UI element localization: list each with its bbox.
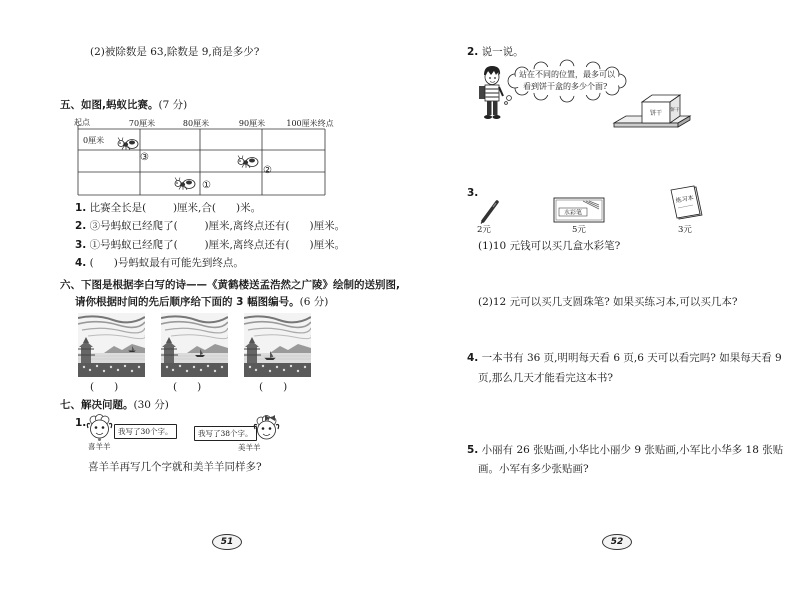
sheep-xiyangyang-icon — [86, 414, 113, 442]
exercise-book-label: 练习本 — [675, 194, 695, 205]
subquestion-2: (2)被除数是 63,除数是 9,商是多少? — [90, 46, 260, 58]
page-number-left: 51 — [212, 534, 242, 550]
question-text: ①号蚂蚁已经爬了( )厘米,离终点还有( )厘米。 — [89, 239, 346, 251]
section-6-score: (6 分) — [299, 296, 329, 308]
name-xiyangyang: 喜羊羊 — [88, 442, 111, 451]
question-text: 小丽有 26 张贴画,小华比小丽少 9 张贴画,小军比小华多 18 张贴 — [481, 444, 784, 456]
picture-blank-1: ( ) — [90, 381, 119, 393]
question-3-sub-2: (2)12 元可以买几支圆珠笔? 如果买练习本,可以买几本? — [478, 296, 738, 308]
ant-race-track-diagram — [60, 112, 345, 200]
picture-blank-2: ( ) — [173, 381, 202, 393]
thought-bubble-line2: 看到饼干盒的多少个面? — [523, 82, 608, 91]
biscuit-box-on-table — [612, 92, 692, 132]
question-text: ③号蚂蚁已经爬了( )厘米,离终点还有( )厘米。 — [89, 220, 346, 232]
zero-label: 0厘米 — [83, 136, 105, 145]
question-5-line1 — [467, 443, 783, 457]
question-3-number: 3. — [467, 187, 479, 199]
watercolor-price: 5元 — [572, 225, 586, 235]
watercolor-pen-box — [553, 197, 605, 223]
ant-label-2: ② — [263, 165, 272, 176]
mark-label-80: 80厘米 — [182, 119, 210, 128]
question-4-line2: 页,那么几天才能看完这本书? — [478, 372, 613, 384]
watercolor-label: 水彩笔 — [563, 209, 583, 217]
question-5-4 — [75, 256, 244, 270]
question-7-1-number: 1. — [75, 417, 87, 429]
question-number: 2. — [75, 220, 87, 232]
question-5-2 — [75, 219, 345, 233]
speech-bubble-meiyangyang: 我写了38个字。 — [194, 426, 257, 441]
question-text: 一本书有 36 页,明明每天看 6 页,6 天可以看完吗? 如果每天看 9 — [481, 352, 782, 364]
ant-icon — [118, 138, 138, 150]
ballpoint-pen-icon — [478, 198, 502, 224]
ant-label-3: ③ — [140, 152, 149, 163]
speech-bubble-xiyangyang: 我写了30个字。 — [114, 424, 177, 439]
picture-blank-3: ( ) — [259, 381, 288, 393]
question-3-sub-1: (1)10 元钱可以买几盒水彩笔? — [478, 240, 621, 252]
section-7-title: 七、解决问题。 — [60, 399, 134, 411]
mark-label-90: 90厘米 — [238, 119, 266, 128]
thought-bubble-line1: 站在不同的位置，最多可以 — [519, 70, 615, 79]
section-5-title: 五、如图,蚂蚁比赛。 — [60, 99, 159, 111]
ant-label-1: ① — [202, 180, 211, 191]
question-title: 说一说。 — [481, 46, 524, 58]
exercise-book-icon — [666, 186, 704, 222]
question-number: 3. — [75, 239, 87, 251]
question-5-1 — [75, 201, 261, 215]
section-6-title-line1: 六、下图是根据李白写的诗——《黄鹤楼送孟浩然之广陵》绘制的送别图, — [60, 279, 400, 291]
section-6-instruction: 请你根据时间的先后顺序给下面的 3 幅图编号。 — [75, 296, 300, 308]
question-number: 5. — [467, 444, 479, 456]
question-text: ( )号蚂蚁最有可能先到终点。 — [89, 257, 244, 269]
question-5-3 — [75, 238, 345, 252]
ant-icon — [175, 178, 195, 190]
section-5-score: (7 分) — [158, 99, 188, 111]
question-number: 2. — [467, 46, 479, 58]
page-number-right: 52 — [602, 534, 632, 550]
pen-price: 2元 — [477, 225, 491, 235]
section-7-heading — [60, 398, 169, 412]
name-meiyangyang: 美羊羊 — [238, 443, 261, 452]
farewell-picture-2 — [161, 313, 228, 377]
start-label: 起点 — [74, 118, 90, 127]
section-5-heading — [60, 98, 187, 112]
mark-label-100-finish: 100厘米终点 — [286, 119, 334, 128]
question-2-heading — [467, 45, 524, 59]
question-number: 4. — [467, 352, 479, 364]
section-6-title-line2 — [75, 295, 328, 309]
exercise-book-price: 3元 — [678, 225, 692, 235]
mark-label-70: 70厘米 — [128, 119, 156, 128]
box-side-label: 饼干 — [670, 108, 680, 113]
farewell-picture-3 — [244, 313, 311, 377]
question-number: 4. — [75, 257, 87, 269]
box-front-label: 饼干 — [649, 110, 663, 117]
question-number: 1. — [75, 202, 87, 214]
question-7-1-text: 喜羊羊再写几个字就和美羊羊同样多? — [88, 461, 262, 473]
ant-icon — [238, 156, 258, 168]
sheep-meiyangyang-icon — [253, 415, 280, 443]
farewell-picture-1 — [78, 313, 145, 377]
section-7-score: (30 分) — [133, 399, 169, 411]
question-5-line2: 画。小军有多少张贴画? — [478, 463, 589, 475]
question-4-line1 — [467, 351, 782, 365]
question-text: 比赛全长是( )厘米,合( )米。 — [89, 202, 262, 214]
boy-icon — [475, 64, 507, 122]
